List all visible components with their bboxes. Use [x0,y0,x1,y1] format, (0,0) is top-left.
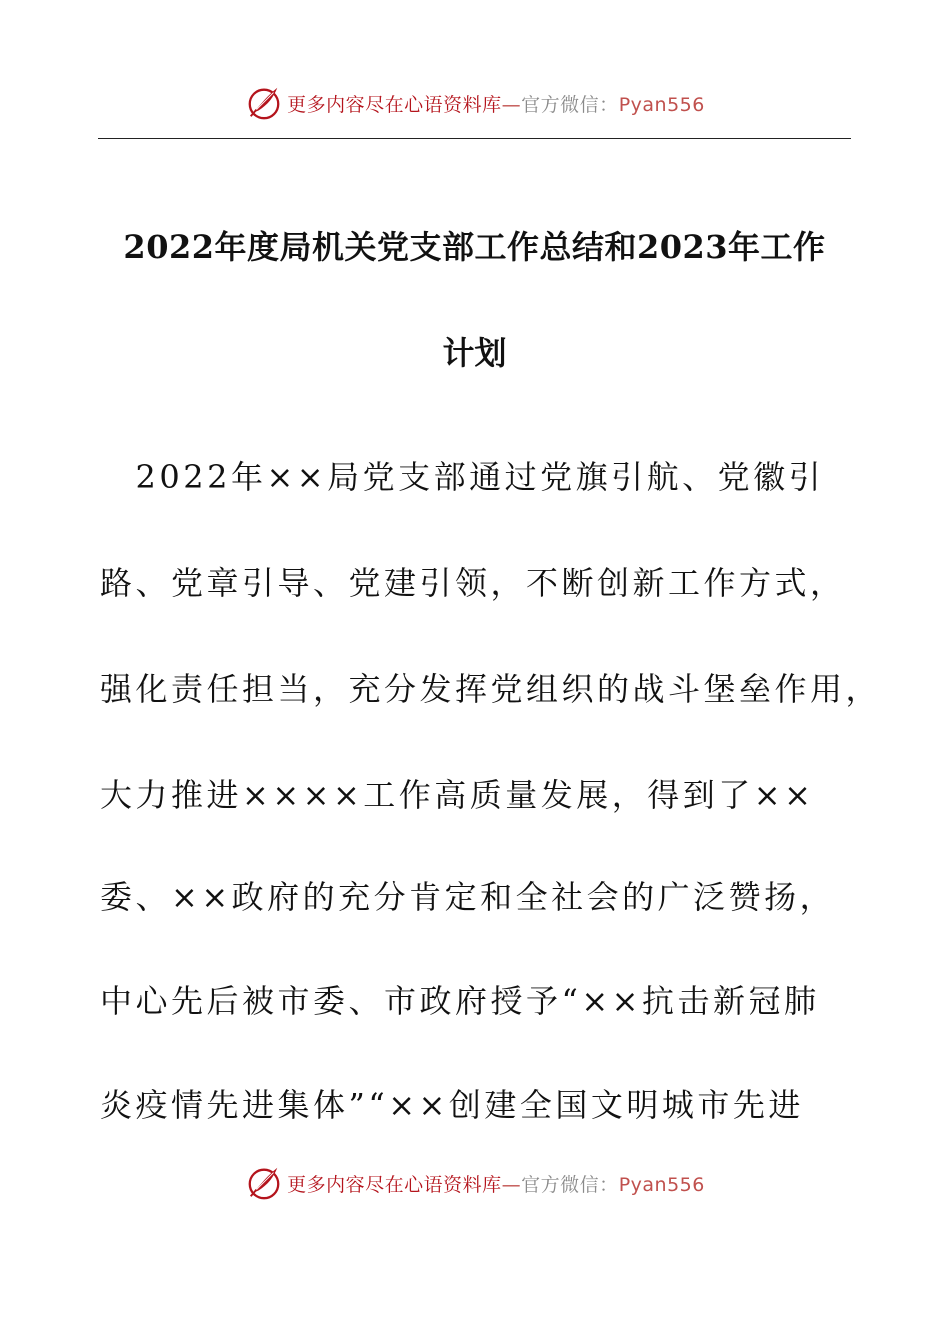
document-title-line-1: 2022年度局机关党支部工作总结和2023年工作 [123,228,826,266]
banner-id: Pyan556 [618,1173,705,1196]
body-line: 2022年××局党支部通过党旗引航、党徽引 [100,458,825,496]
body-line: 路、党章引导、党建引领，不断创新工作方式， [100,564,846,602]
body-line: 大力推进××××工作高质量发展，得到了×× [100,776,815,814]
feather-quill-logo-icon [245,1164,283,1202]
banner-dash: — [501,1173,522,1196]
banner-label: 官方微信： [521,93,619,116]
banner-dash: — [501,93,522,116]
body-line: 炎疫情先进集体”“××创建全国文明城市先进 [100,1086,804,1124]
banner-label: 官方微信： [521,1173,619,1196]
body-line: 强化责任担当，充分发挥党组织的战斗堡垒作用， [100,670,882,708]
feather-quill-logo-icon [245,84,283,122]
banner-brand: 更多内容尽在心语资料库 [287,1173,502,1196]
document-title-line-2: 计划 [442,334,507,372]
banner-id: Pyan556 [618,93,705,116]
banner-brand: 更多内容尽在心语资料库 [287,93,502,116]
banner-text [287,1170,705,1197]
footer-banner [0,1163,950,1203]
header-divider [98,138,851,139]
banner-text [287,90,705,117]
body-line: 委、××政府的充分肯定和全社会的广泛赞扬， [100,878,836,916]
body-line: 中心先后被市委、市政府授予“××抗击新冠肺 [100,982,820,1020]
header-banner [0,83,950,123]
